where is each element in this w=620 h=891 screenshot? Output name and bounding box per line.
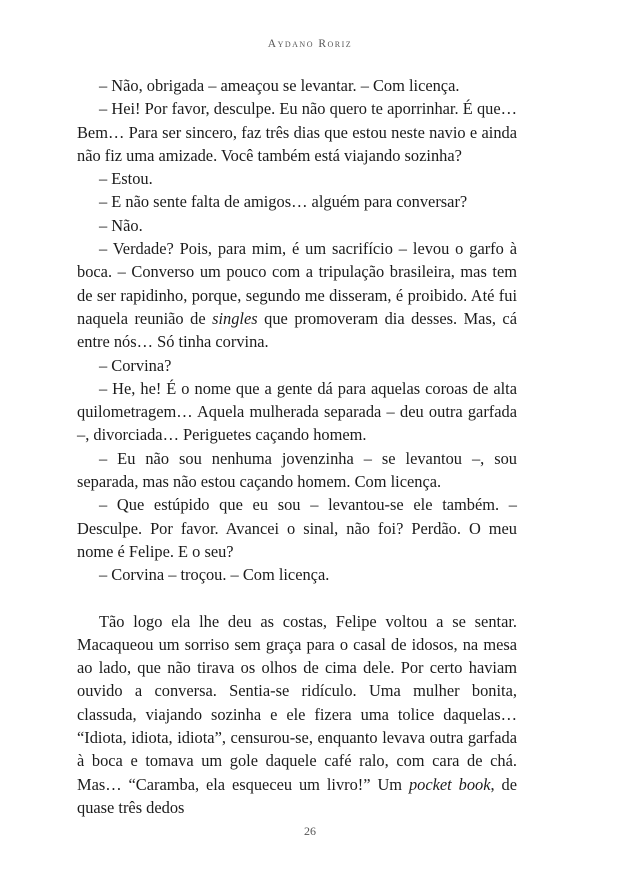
paragraph: – Eu não sou nenhuma jovenzinha – se levantou –, sou separada, mas não estou caçando homem. Com licença.	[77, 448, 517, 492]
paragraph: – Verdade? Pois, para mim, é um sacrifício – levou o garfo à boca. – Converso um pouco com a tripulação brasileira, mas tem de ser rapidinho, porque, segundo me disseram, é proibido. Até fui naquela reunião de singles que promoveram dia desses. Mas, cá entre nós… Só tinha corvina.	[77, 239, 517, 352]
paragraph: – Não.	[99, 215, 143, 235]
italic-term: singles	[212, 308, 258, 328]
page-number: 26	[304, 824, 316, 838]
paragraph: – E não sente falta de amigos… alguém para conversar?	[99, 192, 468, 212]
paragraph: – Não, obrigada – ameaçou se levantar. – Com licença.	[99, 76, 460, 95]
paragraph: – Corvina?	[99, 355, 172, 375]
paragraph: – Que estúpido que eu sou – levantou-se ele também. – Desculpe. Por favor. Avancei o sinal, não foi? Perdão. O meu nome é Felipe. E o seu?	[77, 495, 517, 561]
paragraph: – Corvina – troçou. – Com licença.	[99, 565, 330, 585]
paragraph: – He, he! É o nome que a gente dá para aquelas coroas de alta quilometragem… Aquela mulherada separada – deu outra garfada –, divorciada… Periguetes caçando homem.	[77, 378, 517, 445]
running-head: Aydano Roriz	[267, 38, 353, 50]
paragraph: Tão logo ela lhe deu as costas, Felipe voltou a se sentar. Macaqueou um sorriso sem graça para o casal de idosos, na mesa ao lado, que não tirava os olhos de cima dele. Por certo haviam ouvido a conversa. Sentia-se ridículo. Uma mulher bonita, classuda, viajando sozinha e ele fizera uma tolice daquelas… “Idiota, idiota, idiota”, censurou-se, enquanto levava outra garfada à boca e tomava um gole daquele café ralo, com cara de chá. Mas… “Caramba, ela esqueceu um livro!” Um pocket book, de quase três dedos	[77, 611, 517, 817]
italic-term: pocket book	[408, 774, 491, 794]
paragraph: – Estou.	[99, 169, 153, 189]
body-text	[77, 74, 517, 819]
paragraph: – Hei! Por favor, desculpe. Eu não quero te aporrinhar. É que… Bem… Para ser sincero, faz três dias que estou neste navio e ainda não fiz uma amizade. Você também está viajando sozinha?	[77, 99, 517, 165]
